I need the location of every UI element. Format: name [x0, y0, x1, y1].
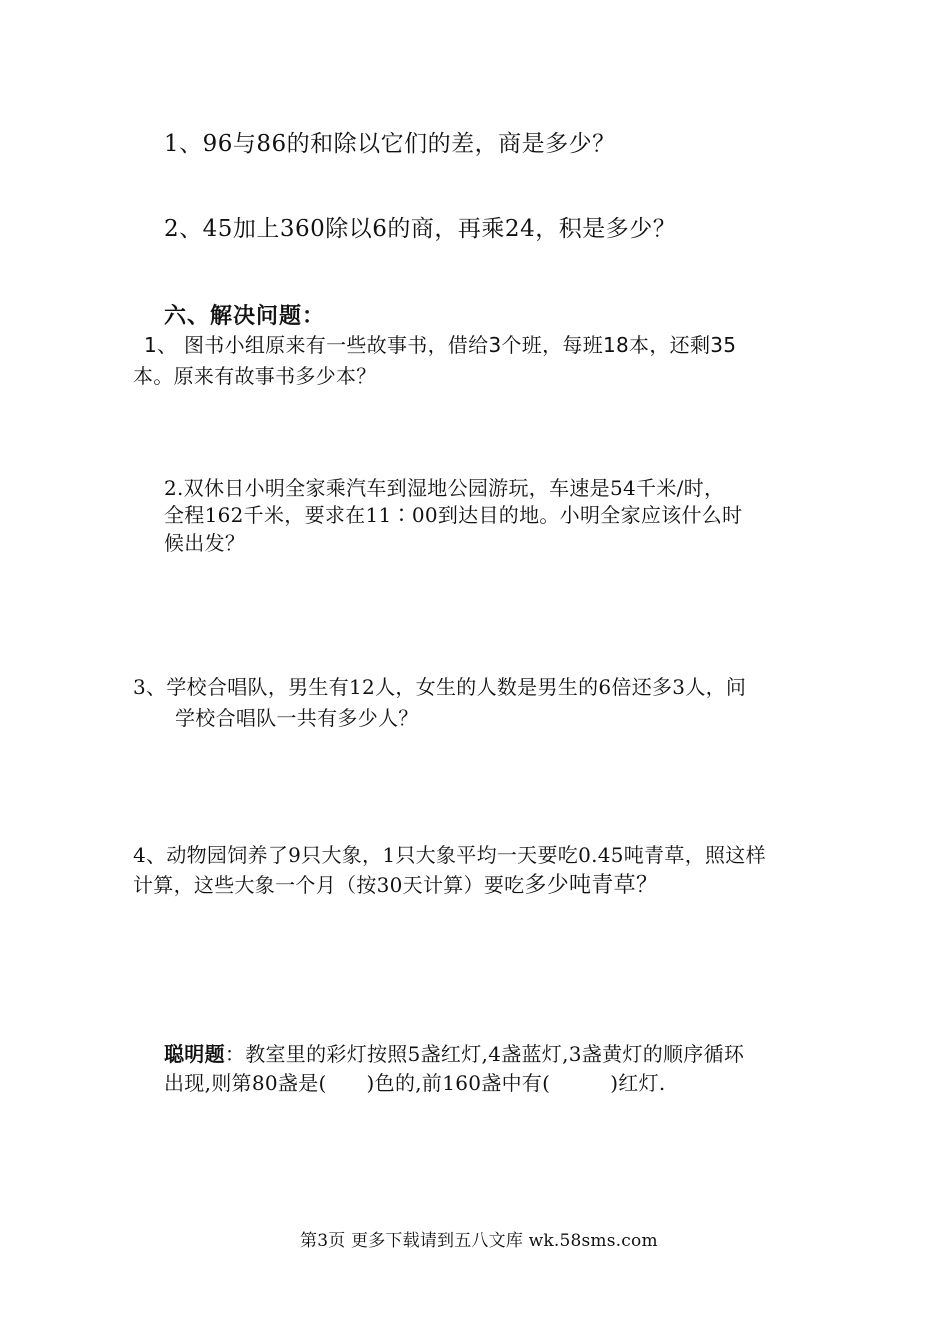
- problem-2-line-1: 2.双休日小明全家乘汽车到湿地公园游玩，车速是54千米/时，: [164, 476, 725, 500]
- problem-2-line-3: 候出发？: [164, 531, 246, 555]
- problem-2-line-2: 全程162千米，要求在11∶00到达目的地。小明全家应该什么时: [164, 503, 743, 527]
- calc-question-2: 2、45加上360除以6的商，再乘24，积是多少？: [164, 216, 677, 242]
- calc-question-1: 1、96与86的和除以它们的差，商是多少？: [164, 131, 616, 157]
- problem-4-line-2-a: 计算，这些大象一个月（按30天计算）要吃: [133, 873, 525, 897]
- bonus-label: 聪明题: [164, 1042, 225, 1066]
- page-footer: 第3页 更多下载请到五八文库 wk.58sms.com: [300, 1231, 658, 1251]
- bonus-line-2: 出现,则第80盏是( )色的,前160盏中有( )红灯.: [164, 1071, 666, 1095]
- bonus-line-1-text: ：教室里的彩灯按照5盏红灯,4盏蓝灯,3盏黄灯的顺序循环: [224, 1042, 745, 1066]
- bonus-line-1: [164, 1042, 744, 1066]
- problem-4-line-2: [133, 873, 658, 899]
- problem-1-line-1: 1、 图书小组原来有一些故事书，借给3个班，每班18本，还剩35: [144, 333, 737, 357]
- section-title: 六、解决问题：: [164, 304, 326, 329]
- problem-3-line-2: 学校合唱队一共有多少人？: [175, 706, 419, 730]
- problem-1-line-2: 本。原来有故事书多少本？: [133, 364, 377, 388]
- problem-3-line-1: 3、学校合唱队，男生有12人，女生的人数是男生的6倍还多3人，问: [133, 675, 747, 699]
- problem-4-line-1: 4、动物园饲养了9只大象，1只大象平均一天要吃0.45吨青草，照这样: [133, 843, 766, 867]
- problem-4-line-2-b: 多少吨青草？: [524, 873, 659, 898]
